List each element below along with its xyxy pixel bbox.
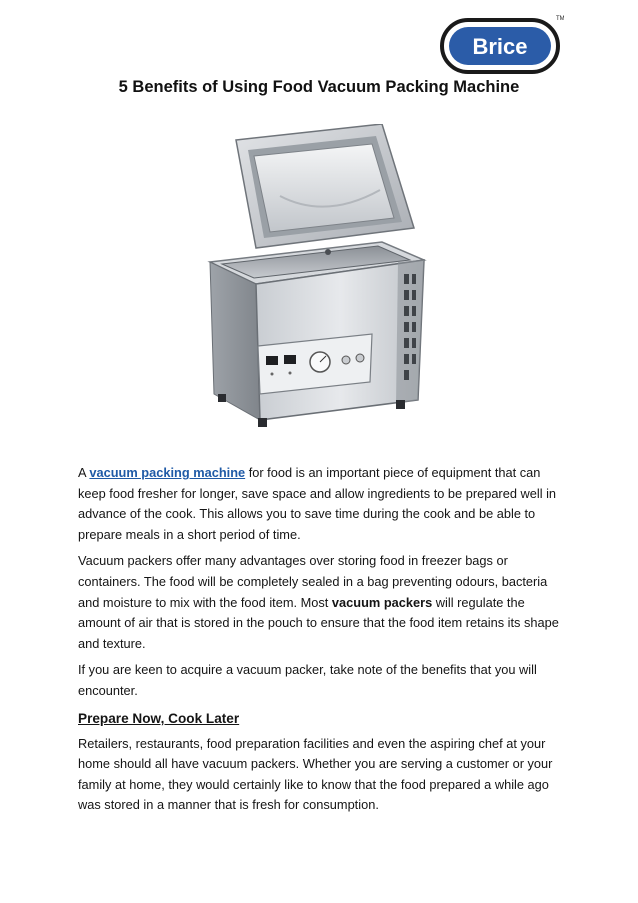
page-title: 5 Benefits of Using Food Vacuum Packing Machine bbox=[118, 78, 520, 96]
paragraph-intro bbox=[78, 463, 563, 545]
vacuum-packing-machine-link[interactable]: vacuum packing machine bbox=[89, 465, 246, 480]
brice-logo-icon bbox=[440, 14, 564, 76]
intro-suffix: for food is an important piece of equipment that can keep food fresher for longer, save space and allow ingredients to be prepared well in advance of the cook. This allows you to save time during the cook and be able to prepare meals in a short period of time. bbox=[78, 465, 557, 542]
advantages-prefix: Vacuum packers offer many advantages over storing food in freezer bags or containers. The food will be completely sealed in a bag preventing odours, bacteria and moisture to mix with the food item. Most bbox=[78, 553, 548, 610]
vacuum-packing-machine-image bbox=[196, 124, 442, 434]
paragraph-advantages bbox=[78, 551, 563, 654]
paragraph-prepare-now: Retailers, restaurants, food preparation facilities and even the aspiring chef at your home should all have vacuum packers. Whether you are serving a customer or your family at home, they would certainly like to know that the food prepared a while ago was stored in a manner that is fresh for consumption. bbox=[78, 735, 553, 813]
logo-text: Brice bbox=[472, 34, 528, 59]
vacuum-packers-bold: vacuum packers bbox=[331, 594, 433, 610]
article-body bbox=[78, 463, 563, 822]
brand-logo bbox=[440, 14, 564, 76]
intro-prefix: A bbox=[78, 465, 90, 480]
heading-prepare-now: Prepare Now, Cook Later bbox=[78, 710, 240, 726]
logo-trademark: TM bbox=[556, 16, 564, 22]
paragraph-benefits-intro: If you are keen to acquire a vacuum packer, take note of the benefits that you will encounter. bbox=[78, 662, 537, 698]
advantages-suffix: will regulate the amount of air that is stored in the pouch to ensure that the food item retains its shape and texture. bbox=[78, 594, 559, 651]
